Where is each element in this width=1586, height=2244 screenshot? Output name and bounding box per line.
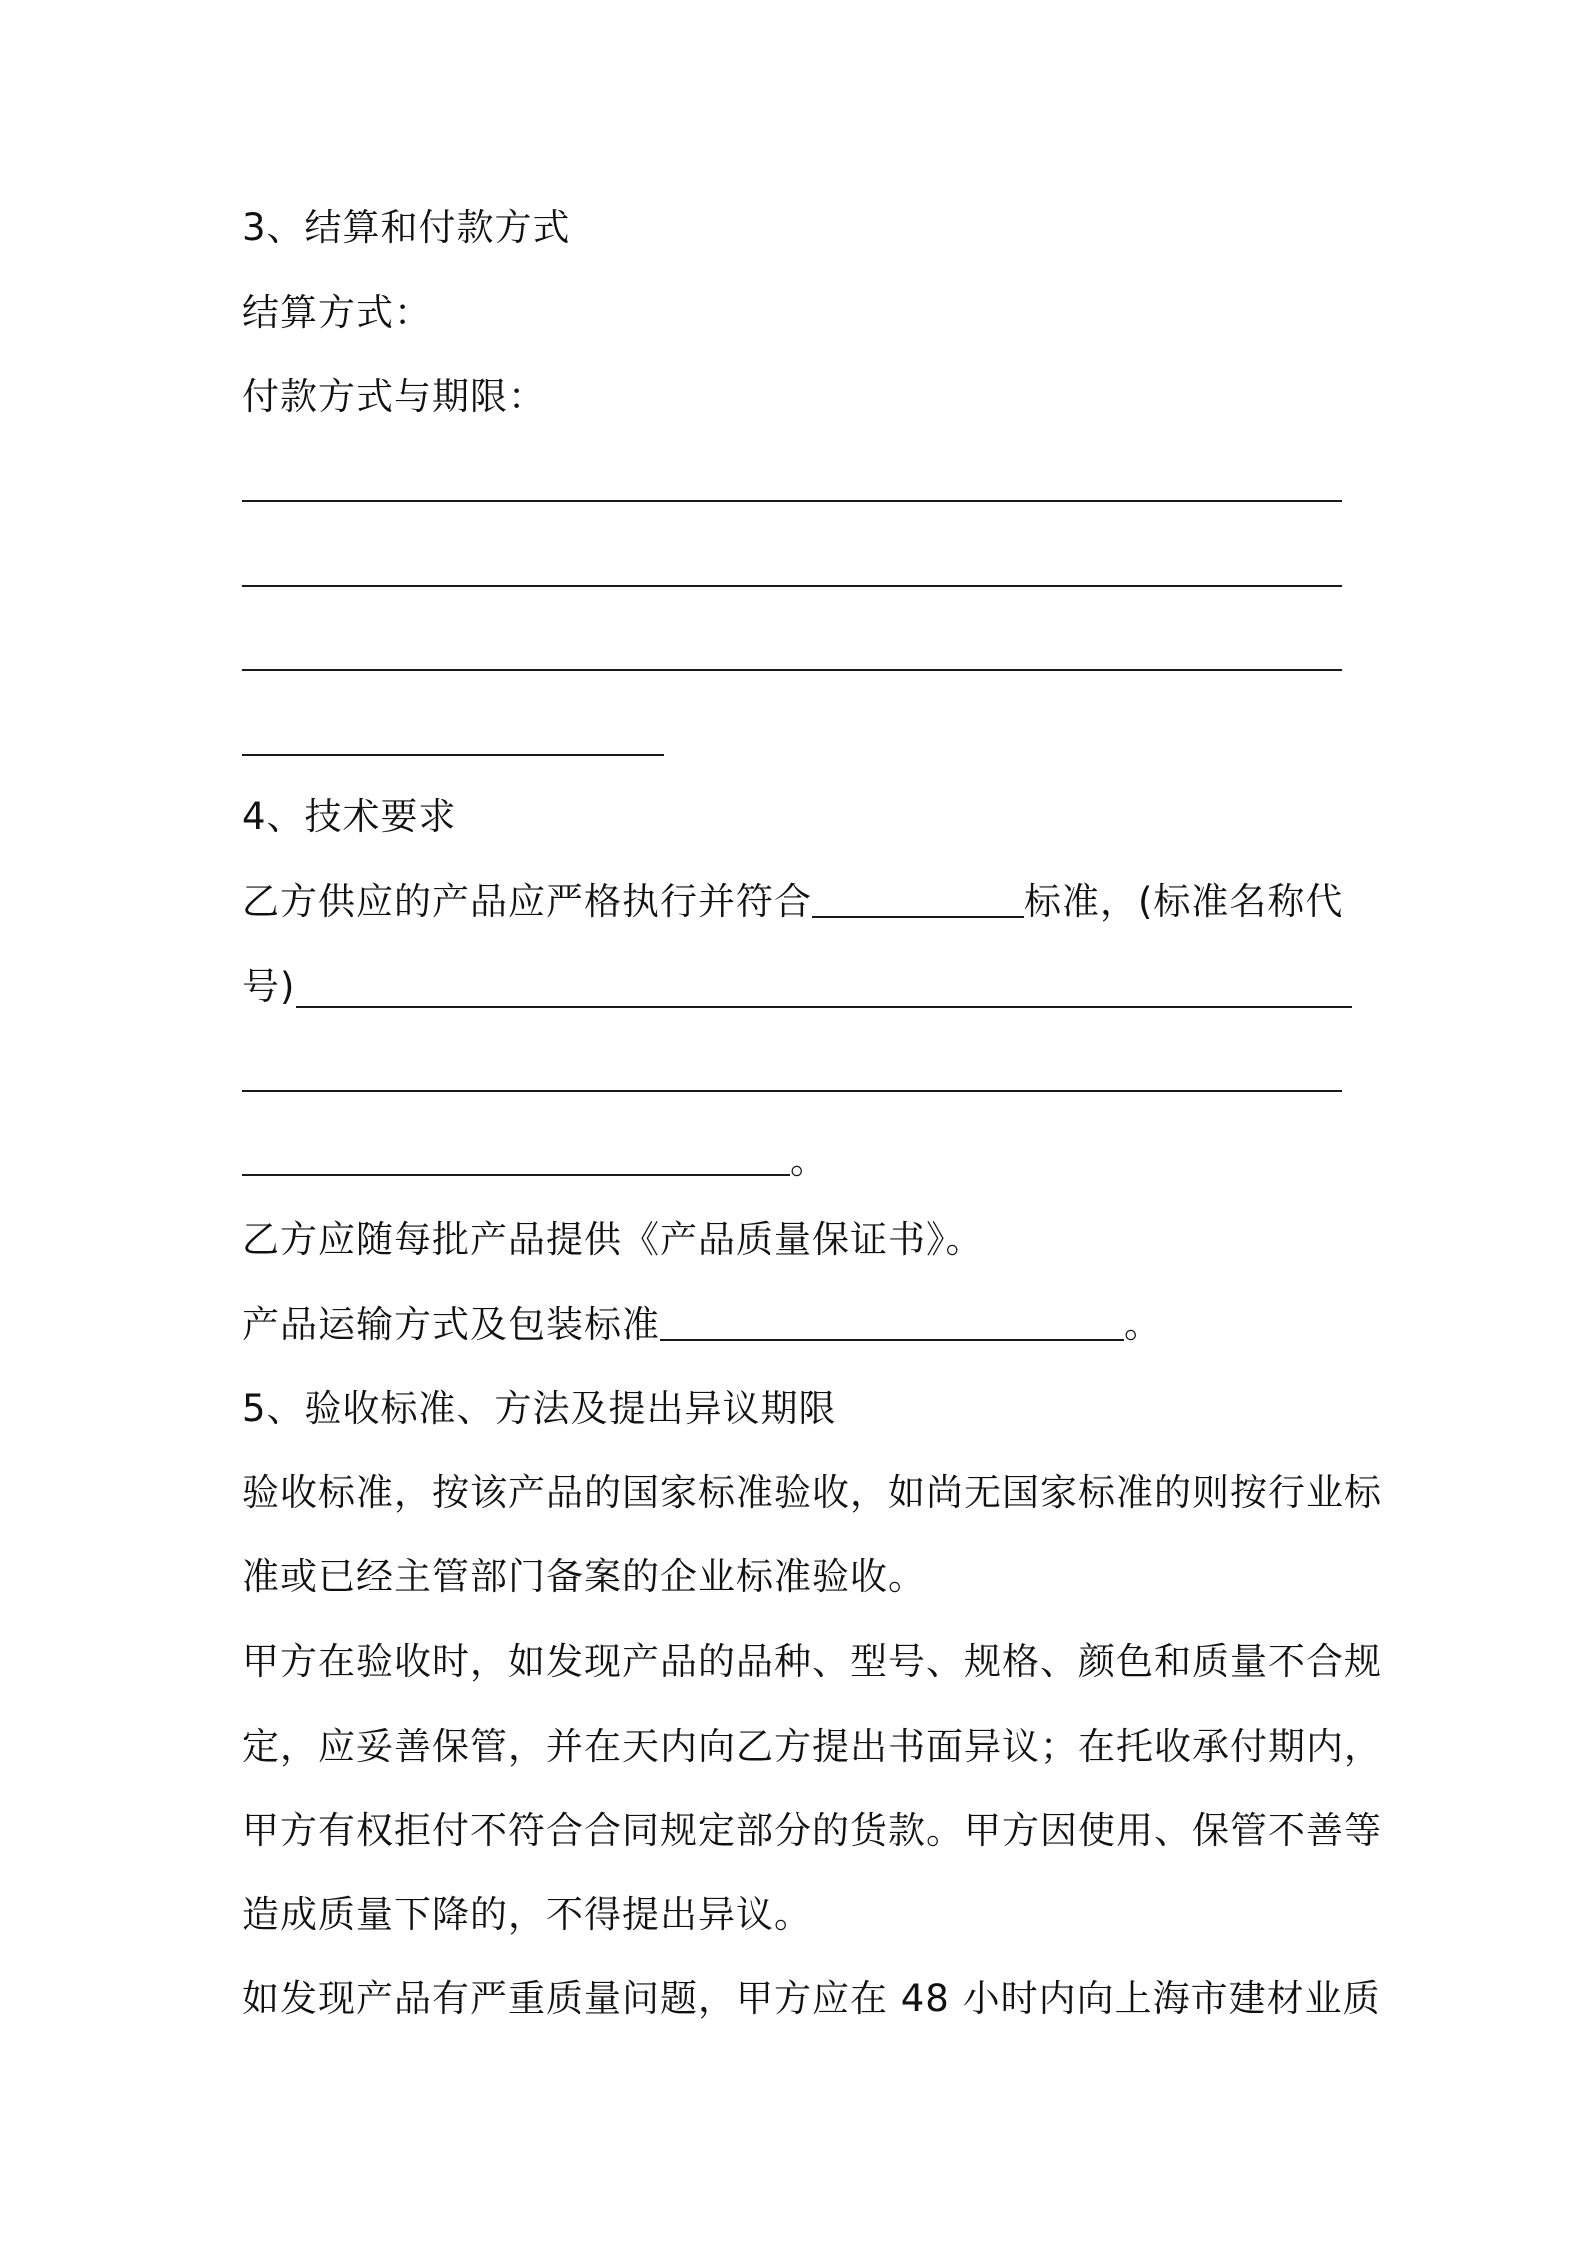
payment-blank-line-4 bbox=[242, 754, 664, 756]
acceptance-standard-line-1: 验收标准，按该产品的国家标准验收，如尚无国家标准的则按行业标 bbox=[242, 1471, 1382, 1514]
transport-packaging-blank bbox=[660, 1339, 1124, 1341]
acceptance-standard-line-2: 准或已经主管部门备案的企业标准验收。 bbox=[242, 1555, 926, 1598]
standard-line bbox=[242, 877, 1343, 927]
inspection-para-line-2: 定，应妥善保管，并在天内向乙方提出书面异议；在托收承付期内， bbox=[242, 1725, 1382, 1768]
standard-code-blank-1 bbox=[296, 1006, 1352, 1008]
standard-code-blank-3 bbox=[242, 1174, 790, 1176]
standard-line-suffix: 标准，(标准名称代 bbox=[1024, 880, 1344, 923]
transport-packaging-line bbox=[242, 1300, 1162, 1350]
transport-packaging-label: 产品运输方式及包装标准 bbox=[242, 1303, 660, 1346]
standard-code-line bbox=[242, 962, 295, 1012]
settlement-method-label: 结算方式： bbox=[242, 291, 432, 334]
standard-code-end-mark: 。 bbox=[790, 1139, 828, 1182]
transport-packaging-end-mark: 。 bbox=[1124, 1303, 1162, 1346]
payment-blank-line-1 bbox=[242, 500, 1342, 502]
section-4-heading: 4、技术要求 bbox=[242, 795, 457, 838]
section-5-heading: 5、验收标准、方法及提出异议期限 bbox=[242, 1387, 837, 1430]
quality-certificate-line: 乙方应随每批产品提供《产品质量保证书》。 bbox=[242, 1218, 984, 1261]
standard-line-prefix: 乙方供应的产品应严格执行并符合 bbox=[242, 880, 812, 923]
inspection-para-line-3: 甲方有权拒付不符合合同规定部分的货款。甲方因使用、保管不善等 bbox=[242, 1809, 1382, 1852]
payment-terms-label: 付款方式与期限： bbox=[242, 375, 546, 418]
inspection-para-line-4: 造成质量下降的，不得提出异议。 bbox=[242, 1893, 812, 1936]
standard-code-blank-2 bbox=[242, 1090, 1342, 1092]
inspection-para-line-1: 甲方在验收时，如发现产品的品种、型号、规格、颜色和质量不合规 bbox=[242, 1640, 1382, 1683]
quality-issue-line-1: 如发现产品有严重质量问题，甲方应在 48 小时内向上海市建材业质 bbox=[242, 1977, 1381, 2020]
payment-blank-line-3 bbox=[242, 669, 1342, 671]
payment-blank-line-2 bbox=[242, 585, 1342, 587]
standard-code-prefix: 号) bbox=[242, 965, 296, 1008]
standard-blank bbox=[812, 916, 1024, 918]
section-3-heading: 3、结算和付款方式 bbox=[242, 206, 571, 249]
